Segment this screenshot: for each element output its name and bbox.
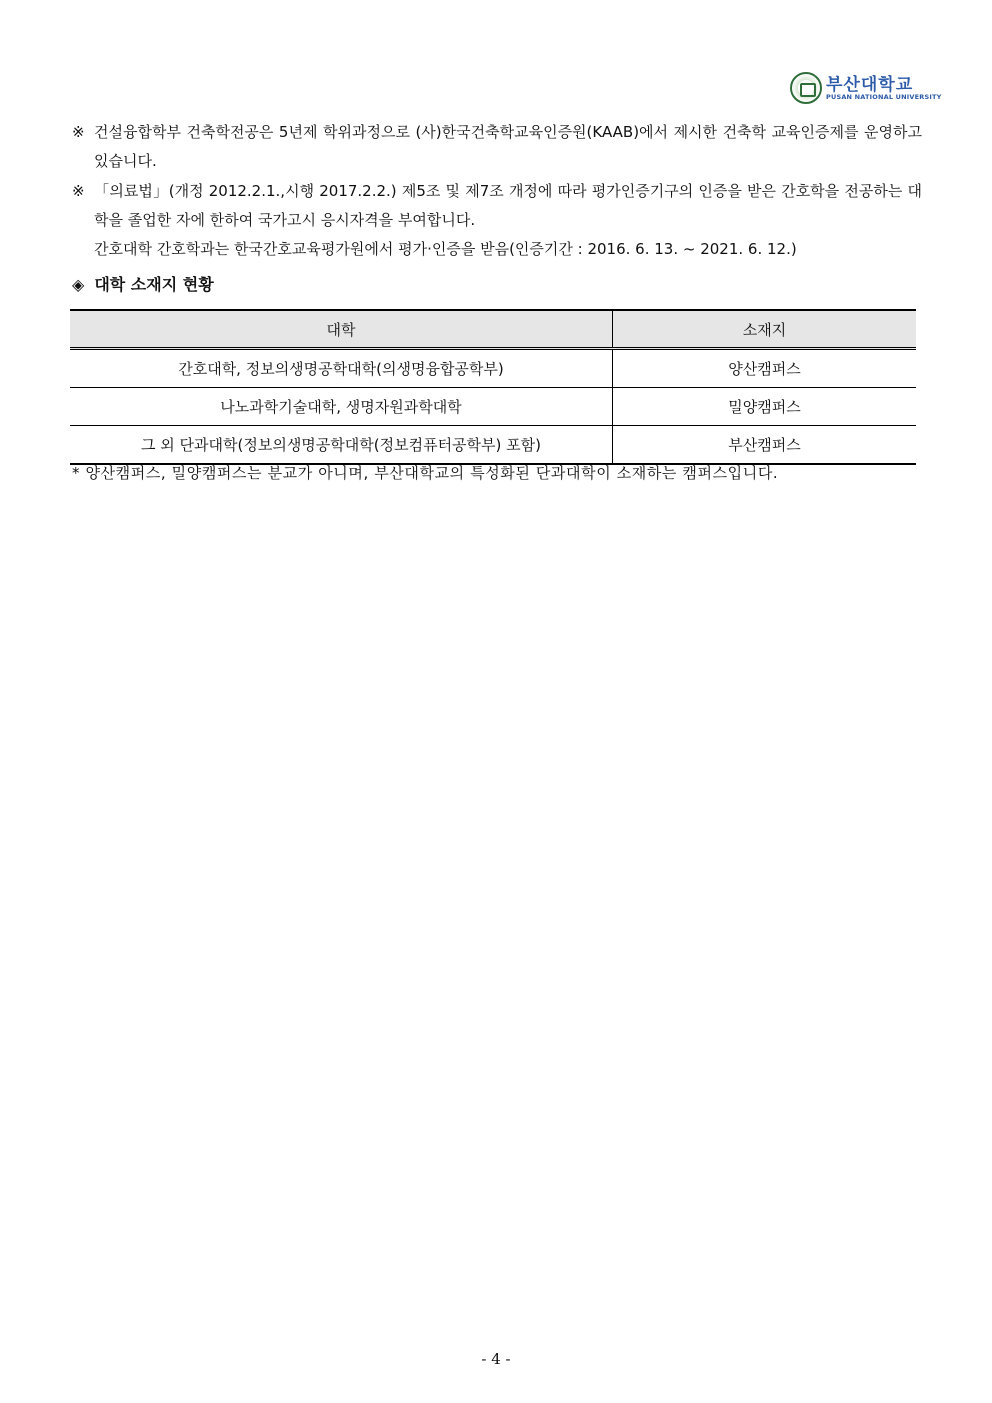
location-cell: 양산캠퍼스: [613, 349, 917, 388]
column-header-college: 대학: [70, 310, 613, 349]
page-number: - 4 -: [481, 1350, 511, 1368]
note-reference-mark: ※: [72, 123, 85, 141]
college-cell: 그 외 단과대학(정보의생명공학대학(정보컴퓨터공학부) 포함): [70, 426, 613, 465]
logo-name: 부산대학교: [826, 75, 914, 95]
campus-location-table: [70, 309, 916, 465]
location-cell: 부산캠퍼스: [613, 426, 917, 465]
college-cell: 나노과학기술대학, 생명자원과학대학: [70, 388, 613, 426]
section-heading: [72, 272, 214, 295]
note-text: 「의료법」(개정 2012.2.1.,시행 2017.2.2.) 제5조 및 제7조 개정에 따라 평가인증기구의 인증을 받은 간호학을 전공하는 대학을 졸업한 자에 한하여 국가고시 응시자격을 부여합니다.: [94, 182, 922, 229]
note-extra-text: 간호대학 간호학과는 한국간호교육평가원에서 평가·인증을 받음(인증기간 : 2016. 6. 13. ~ 2021. 6. 12.): [94, 240, 797, 258]
nursing-accreditation-note: [72, 177, 922, 264]
note-text: 건설융합학부 건축학전공은 5년제 학위과정으로 (사)한국건축학교육인증원(KAAB)에서 제시한 건축학 교육인증제를 운영하고 있습니다.: [94, 123, 922, 170]
logo-english-name: PUSAN NATIONAL UNIVERSITY: [826, 93, 942, 101]
table-row: [70, 388, 916, 426]
table-row: [70, 426, 916, 465]
architecture-accreditation-note: [72, 118, 922, 176]
university-logo: [790, 70, 942, 108]
note-reference-mark: ※: [72, 182, 85, 200]
section-title: 대학 소재지 현황: [94, 275, 214, 294]
table-header-row: [70, 310, 916, 349]
column-header-location: 소재지: [613, 310, 917, 349]
location-cell: 밀양캠퍼스: [613, 388, 917, 426]
diamond-bullet-icon: ◈: [72, 275, 85, 294]
university-seal-icon: [790, 72, 822, 104]
campus-footnote: * 양산캠퍼스, 밀양캠퍼스는 분교가 아니며, 부산대학교의 특성화된 단과대학이 소재하는 캠퍼스입니다.: [72, 464, 779, 482]
college-cell: 간호대학, 정보의생명공학대학(의생명융합공학부): [70, 349, 613, 388]
table-row: [70, 349, 916, 388]
